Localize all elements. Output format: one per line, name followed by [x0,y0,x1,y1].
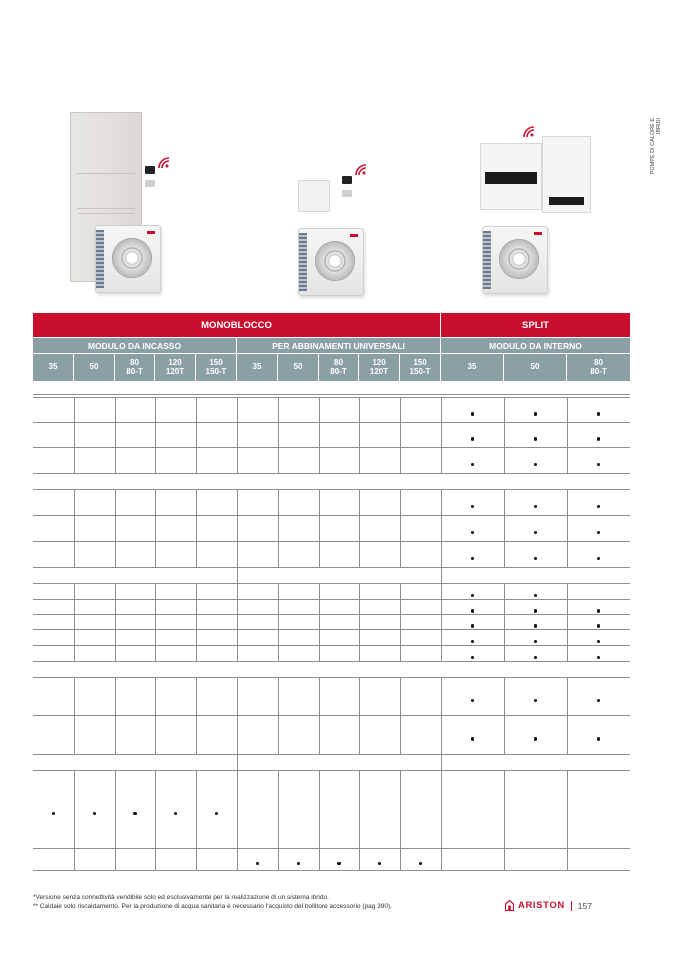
cell-divider [319,646,320,661]
cell-divider [278,398,279,422]
table-row [33,490,630,516]
thermostat-icon [342,176,352,184]
cell-divider [400,448,401,473]
column-header: 35 [237,354,277,381]
cell-divider [115,448,116,473]
cell-divider [319,716,320,754]
cell-divider [196,849,197,870]
cell-divider [278,584,279,599]
column-header: 120 120T [359,354,399,381]
availability-dot [597,609,601,613]
subheader-modulo-da-incasso: MODULO DA INCASSO [33,338,236,353]
table-row [33,516,630,542]
cell-divider [74,646,75,661]
cell-divider [319,448,320,473]
availability-dot [534,557,538,561]
availability-dot [471,624,475,628]
cell-divider [504,630,505,645]
cell-divider [504,600,505,614]
cell-divider [441,849,442,870]
cell-divider [237,849,238,870]
footnotes [33,893,392,911]
cell-divider [74,490,75,515]
availability-dot [471,463,475,467]
cell-divider [567,771,568,848]
cell-divider [155,630,156,645]
cell-divider [74,423,75,447]
cell-divider [567,630,568,645]
cell-divider [319,771,320,848]
cell-divider [504,398,505,422]
boiler-image [542,136,591,213]
cell-divider [319,584,320,599]
cell-divider [278,771,279,848]
cell-divider [237,516,238,541]
cell-divider [359,630,360,645]
cell-divider [155,584,156,599]
availability-dot [471,737,475,741]
cell-divider [441,490,442,515]
cell-divider [359,448,360,473]
cell-divider [441,398,442,422]
cell-divider [237,630,238,645]
column-header: 35 [441,354,503,381]
cell-divider [115,490,116,515]
availability-dot [534,624,538,628]
cell-divider [237,542,238,567]
cell-divider [359,771,360,848]
table-row [33,600,630,615]
cell-divider [359,542,360,567]
cell-divider [504,584,505,599]
cell-divider [319,423,320,447]
cell-divider [278,678,279,715]
availability-dot [534,463,538,467]
table-row [33,542,630,568]
availability-dot [597,640,601,644]
availability-dot [52,812,56,816]
cell-divider [74,584,75,599]
table-row [33,423,630,448]
cell-divider [278,448,279,473]
cell-divider [74,771,75,848]
column-header: 50 [278,354,318,381]
wifi-icon [522,125,536,139]
availability-dot [534,437,538,441]
cell-divider [359,716,360,754]
cell-divider [196,423,197,447]
ariston-logo-icon [505,900,514,911]
column-header: 50 [74,354,114,381]
availability-dot [597,737,601,741]
cell-divider [567,516,568,541]
cell-divider [155,398,156,422]
section-separator-row [33,755,630,771]
cell-divider [237,600,238,614]
cell-divider [319,600,320,614]
table-row [33,584,630,600]
availability-dot [597,531,601,535]
cell-divider [441,448,442,473]
cell-divider [504,646,505,661]
cell-divider [115,678,116,715]
cell-divider [237,448,238,473]
cell-divider [441,678,442,715]
cell-divider [359,398,360,422]
cell-divider [319,678,320,715]
availability-dot [534,609,538,613]
cell-divider [196,448,197,473]
cell-divider [115,615,116,629]
cell-divider [196,490,197,515]
cell-divider [115,716,116,754]
cell-divider [237,398,238,422]
cell-divider [278,423,279,447]
cell-divider [319,630,320,645]
table-row [33,630,630,646]
cell-divider [237,490,238,515]
cell-divider [115,630,116,645]
subheader-abbinamenti-universali: PER ABBINAMENTI UNIVERSALI [237,338,440,353]
cell-divider [115,584,116,599]
cell-divider [441,600,442,614]
cell-divider [278,542,279,567]
availability-dot [597,557,601,561]
cell-divider [155,448,156,473]
page-number: 157 [577,900,592,911]
cell-divider [400,630,401,645]
availability-dot [471,412,475,416]
cell-divider [441,615,442,629]
cell-divider [319,398,320,422]
cell-divider [359,600,360,614]
availability-dot [597,505,601,509]
wifi-icon [354,163,368,177]
cell-divider [115,600,116,614]
table-row [33,678,630,716]
cell-divider [155,849,156,870]
availability-dot [419,862,423,866]
cell-divider [237,771,238,848]
cell-divider [115,771,116,848]
cell-divider [441,630,442,645]
cell-divider [196,584,197,599]
group-divider [441,755,442,770]
subheader-modulo-da-interno: MODULO DA INTERNO [441,338,630,353]
cell-divider [400,398,401,422]
table-row [33,849,630,871]
cell-divider [567,423,568,447]
cell-divider [74,448,75,473]
availability-dot [471,640,475,644]
cell-divider [278,849,279,870]
cell-divider [441,542,442,567]
table-row [33,716,630,755]
cell-divider [115,646,116,661]
cell-divider [567,849,568,870]
cell-divider [74,630,75,645]
cell-divider [278,516,279,541]
column-header: 50 [504,354,566,381]
cell-divider [196,678,197,715]
cell-divider [155,542,156,567]
cell-divider [155,490,156,515]
cell-divider [196,398,197,422]
cell-divider [196,771,197,848]
footnote-1: *Versione senza connettività vendibile solo ed esclusivamente per la realizzazione di un sistema ibrido. [33,894,329,901]
availability-dot [133,812,137,816]
cell-divider [74,678,75,715]
cell-divider [155,516,156,541]
availability-dot [534,656,538,660]
availability-dot [471,531,475,535]
sensor-icon [342,190,352,197]
footnote-2: ** Caldaie solo riscaldamento. Per la produzione di acqua sanitaria è necessario l'acquisto del bollitore accessorio (pag 390). [33,903,392,910]
availability-dot [215,812,219,816]
availability-dot [471,557,475,561]
availability-dot [597,437,601,441]
cell-divider [155,678,156,715]
cell-divider [196,615,197,629]
cell-divider [400,678,401,715]
cell-divider [155,716,156,754]
section-separator-row [33,474,630,490]
cell-divider [359,516,360,541]
availability-dot [597,463,601,467]
outdoor-unit-image-3 [482,226,548,294]
cell-divider [196,716,197,754]
column-header: 120 120T [155,354,195,381]
availability-dot [597,624,601,628]
cell-divider [400,516,401,541]
outdoor-unit-image-2 [298,228,364,296]
header-split: SPLIT [441,313,630,337]
cell-divider [155,423,156,447]
section-separator-row [33,662,630,678]
cell-divider [359,423,360,447]
cell-divider [400,584,401,599]
column-header: 80 80-T [567,354,630,381]
cell-divider [278,646,279,661]
header-monoblocco: MONOBLOCCO [33,313,440,337]
availability-dot [174,812,178,816]
availability-dot [597,699,601,703]
cell-divider [567,615,568,629]
table-row [33,771,630,849]
cell-divider [319,542,320,567]
cell-divider [441,771,442,848]
section-tag [650,118,664,178]
availability-dot [93,812,97,816]
cell-divider [504,849,505,870]
cell-divider [504,678,505,715]
cell-divider [567,646,568,661]
cell-divider [359,646,360,661]
column-header: 80 80-T [115,354,154,381]
availability-dot [534,699,538,703]
brand-footer [505,900,592,911]
cell-divider [74,516,75,541]
cell-divider [567,678,568,715]
cell-divider [319,615,320,629]
table-row [33,448,630,474]
cell-divider [567,398,568,422]
availability-dot [471,699,475,703]
cell-divider [74,542,75,567]
column-header: 150 150-T [400,354,440,381]
cell-divider [504,615,505,629]
cell-divider [278,600,279,614]
cell-divider [115,542,116,567]
wifi-icon [157,156,171,170]
column-header: 150 150-T [196,354,236,381]
cell-divider [504,771,505,848]
cell-divider [319,490,320,515]
availability-dot [534,531,538,535]
cell-divider [115,423,116,447]
cell-divider [237,584,238,599]
cell-divider [504,516,505,541]
cell-divider [441,516,442,541]
cell-divider [441,584,442,599]
group-divider [237,755,238,770]
availability-dot [534,594,538,598]
cell-divider [400,646,401,661]
table-row [33,646,630,662]
cell-divider [237,423,238,447]
section-separator-row [33,568,630,584]
availability-dot [534,640,538,644]
availability-dot [534,505,538,509]
thermostat-icon [145,166,155,174]
cell-divider [278,630,279,645]
cell-divider [359,584,360,599]
indoor-module-image [480,143,542,210]
cell-divider [196,646,197,661]
cell-divider [400,542,401,567]
cell-divider [237,678,238,715]
availability-dot [597,412,601,416]
cell-divider [115,516,116,541]
table-row [33,398,630,423]
cell-divider [441,716,442,754]
cell-divider [504,716,505,754]
cell-divider [196,600,197,614]
cell-divider [359,678,360,715]
cell-divider [155,771,156,848]
cell-divider [400,716,401,754]
availability-dot [471,594,475,598]
cell-divider [115,398,116,422]
cell-divider [567,584,568,599]
cell-divider [400,771,401,848]
cell-divider [567,542,568,567]
cell-divider [155,615,156,629]
section-tag-text: POMPE DI CALORE E IBRIDI [650,118,662,175]
cell-divider [504,423,505,447]
cell-divider [237,716,238,754]
cell-divider [237,615,238,629]
outdoor-unit-image-1 [95,225,161,293]
availability-dot [534,412,538,416]
availability-dot [471,505,475,509]
availability-dot [471,609,475,613]
availability-dot [297,862,301,866]
cell-divider [278,716,279,754]
cell-divider [196,630,197,645]
cell-divider [278,615,279,629]
cell-divider [400,490,401,515]
interface-module-image [298,180,330,212]
cell-divider [441,646,442,661]
cell-divider [278,490,279,515]
availability-dot [534,737,538,741]
cell-divider [400,615,401,629]
cell-divider [196,516,197,541]
cell-divider [359,849,360,870]
cell-divider [359,490,360,515]
cell-divider [359,615,360,629]
cell-divider [567,490,568,515]
cell-divider [155,600,156,614]
cell-divider [74,615,75,629]
brand-name: ARISTON [518,900,565,911]
cell-divider [400,600,401,614]
cell-divider [237,646,238,661]
brand-divider [571,901,572,911]
cell-divider [504,448,505,473]
cell-divider [196,542,197,567]
availability-dot [471,437,475,441]
cell-divider [74,849,75,870]
cell-divider [504,490,505,515]
cell-divider [74,398,75,422]
group-divider [441,568,442,583]
cell-divider [319,849,320,870]
availability-dot [378,862,382,866]
availability-dot [471,656,475,660]
column-header: 80 80-T [319,354,358,381]
cell-divider [115,849,116,870]
sensor-icon [145,180,155,187]
column-header: 35 [33,354,73,381]
cell-divider [74,716,75,754]
group-divider [237,568,238,583]
cell-divider [504,542,505,567]
cell-divider [567,600,568,614]
cell-divider [155,646,156,661]
cell-divider [567,448,568,473]
cell-divider [74,600,75,614]
cell-divider [441,423,442,447]
cell-divider [567,716,568,754]
cell-divider [400,423,401,447]
cell-divider [400,849,401,870]
availability-dot [597,656,601,660]
availability-dot [256,862,260,866]
table-row [33,615,630,630]
cell-divider [319,516,320,541]
availability-dot [337,862,341,866]
